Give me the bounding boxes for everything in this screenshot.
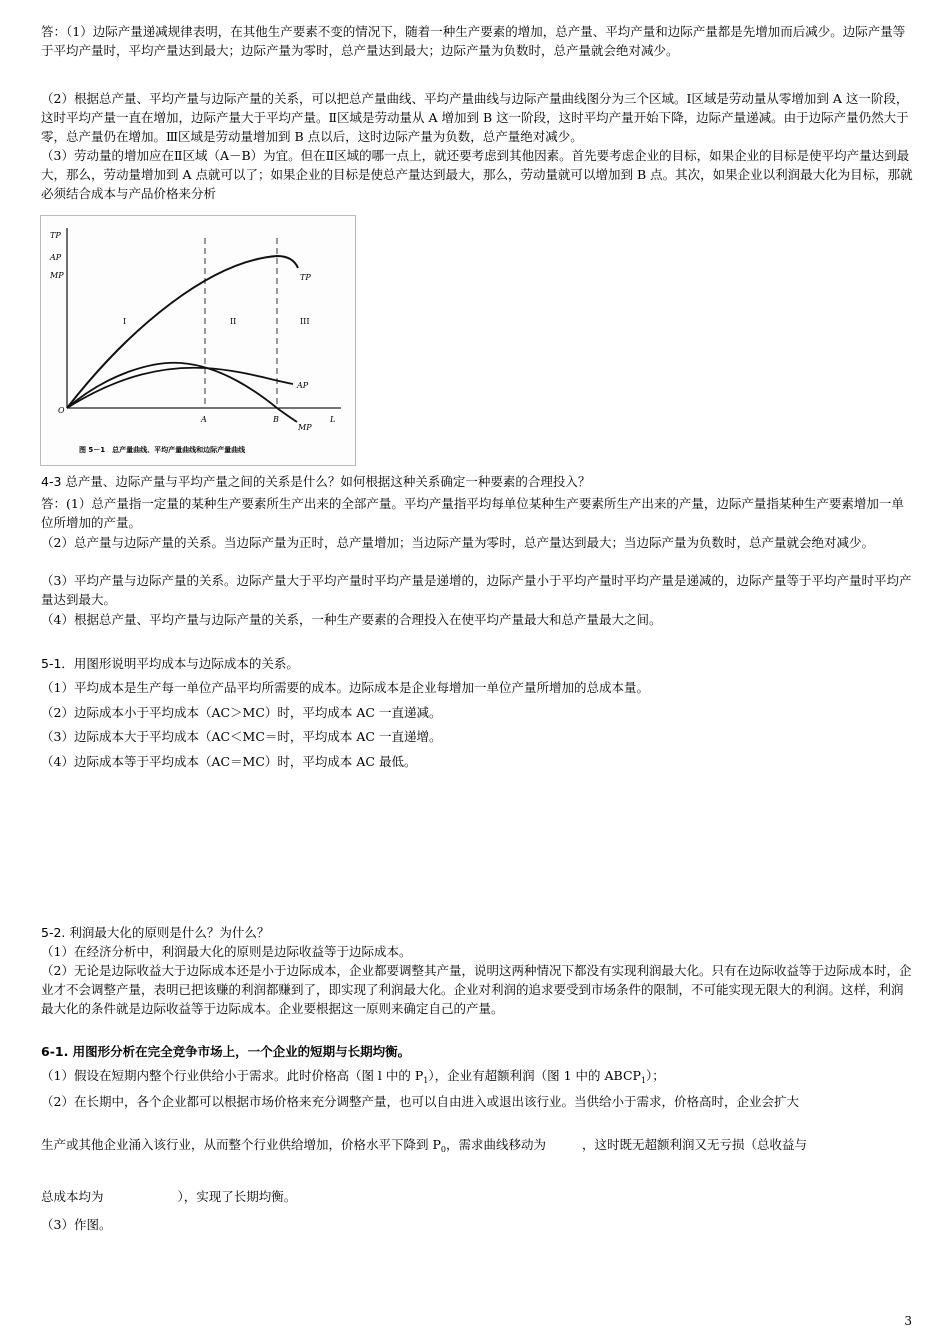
q61-p2-line2-part-b: ，需求曲线移动为 bbox=[445, 1137, 546, 1152]
q61-p1-sub-1: 1 bbox=[423, 1076, 429, 1085]
q61-p2-line2-part-a: 生产或其他企业涌入该行业，从而整个行业供给增加，价格水平下降到 P bbox=[41, 1137, 441, 1152]
q61-p2-line3-part-b: ），实现了长期均衡。 bbox=[177, 1189, 297, 1204]
question-5-1-answer-2: （2）边际成本小于平均成本（AC＞MC）时，平均成本 AC 一直递减。 bbox=[41, 705, 442, 720]
question-6-1-answer-2-line-1: （2）在长期中，各个企业都可以根据市场价格来充分调整产量，也可以自由进入或退出该行业。当供给小于需求，价格高时，企业会扩大 bbox=[41, 1094, 799, 1109]
question-6-1-title: 6-1. 用图形分析在完全竞争市场上，一个企业的短期与长期均衡。 bbox=[41, 1044, 411, 1059]
page-number: 3 bbox=[904, 1314, 912, 1328]
question-5-1-answer-1: （1）平均成本是生产每一单位产品平均所需要的成本。边际成本是企业每增加一单位产量所增加的总成本量。 bbox=[41, 680, 649, 695]
question-4-3-title: 4-3 总产量、边际产量与平均产量之间的关系是什么？如何根据这种关系确定一种要素的合理投入？ bbox=[41, 474, 591, 489]
q61-p1-part-c: ）； bbox=[646, 1068, 665, 1083]
mp-curve-label: MP bbox=[298, 423, 312, 432]
question-6-1-answer-1 bbox=[41, 1066, 665, 1090]
x-axis-label: L bbox=[330, 415, 336, 424]
question-5-1-title: 5-1．用图形说明平均成本与边际成本的关系。 bbox=[41, 656, 299, 671]
question-5-2-answer-2: （2）无论是边际收益大于边际成本还是小于边际成本，企业都要调整其产量，说明这两种情况下都没有实现利润最大化。只有在边际收益等于边际成本时，企业才不会调整产量，表明已把该赚的利润都赚到了，即实现了利润最大化。企业对利润的追求要受到市场条件的限制，不可能实现无限大的利润。这样，利润最大化的条件就是边际收益等于边际成本。企业要根据这一原则来确定自己的产量。 bbox=[41, 963, 912, 1016]
y-label-tp: TP bbox=[50, 231, 61, 240]
question-5-1-answer-3: （3）边际成本大于平均成本（AC＜MC＝时，平均成本 AC 一直递增。 bbox=[41, 729, 442, 744]
production-curves-chart bbox=[41, 216, 355, 465]
q61-p1-sub-2: 1 bbox=[640, 1076, 647, 1085]
answer-paragraph-2: （2）根据总产量、平均产量与边际产量的关系，可以把总产量曲线、平均产量曲线与边际产量曲线图分为三个区域。Ⅰ区域是劳动量从零增加到 A 这一阶段，这时平均产量一直在增加，边际产量大于平均产量。Ⅱ区域是劳动量从 A 增加到 B 这一阶段，这时平均产量开始下降，边际产量递减。由于边际产量仍然大于零，总产量仍在增加。Ⅲ区域是劳动量增加到 B 点以后，这时边际产量为负数，总产量绝对减少。 bbox=[41, 91, 909, 144]
question-5-2-answer-1: （1）在经济分析中，利润最大化的原则是边际收益等于边际成本。 bbox=[41, 944, 412, 959]
mp-curve bbox=[67, 363, 297, 422]
y-label-mp: MP bbox=[50, 271, 64, 280]
ap-curve-label: AP bbox=[297, 381, 309, 390]
question-4-3-answer-2: （2）总产量与边际产量的关系。当边际产量为正时，总产量增加；当边际产量为零时，总产量达到最大；当边际产量为负数时，总产量就会绝对减少。 bbox=[41, 535, 874, 550]
question-5-2-title: 5-2. 利润最大化的原则是什么？为什么？ bbox=[41, 925, 270, 940]
region-3-label: III bbox=[300, 317, 310, 326]
question-4-3-answer-3: （3）平均产量与边际产量的关系。边际产量大于平均产量时平均产量是递增的，边际产量小于平均产量时平均产量是递减的，边际产量等于平均产量时平均产量达到最大。 bbox=[41, 573, 912, 607]
q61-p1-part-b: ），企业有超额利润（图 1 中的 ABCP bbox=[428, 1068, 641, 1083]
question-5-1-answer-4: （4）边际成本等于平均成本（AC＝MC）时，平均成本 AC 最低。 bbox=[41, 754, 417, 769]
answer-paragraph-1: 答：（1）边际产量递减规律表明，在其他生产要素不变的情况下，随着一种生产要素的增加，总产量、平均产量和边际产量都是先增加而后减少。边际产量等于平均产量时，平均产量达到最大；边际产量为零时，总产量达到最大；边际产量为负数时，总产量就会绝对减少。 bbox=[41, 24, 906, 58]
point-a-label: A bbox=[201, 415, 207, 424]
production-curves-figure bbox=[40, 215, 356, 466]
point-b-label: B bbox=[273, 415, 279, 424]
q61-p2-line2-part-c: ，这时既无超额利润又无亏损（总收益与 bbox=[582, 1137, 808, 1152]
q61-p2-line2-sub: 0 bbox=[440, 1145, 446, 1154]
q61-p2-line3-part-a: 总成本均为 bbox=[41, 1189, 104, 1204]
tp-curve bbox=[67, 256, 298, 408]
figure-caption: 图 5－1 总产量曲线、平均产量曲线和边际产量曲线 bbox=[79, 446, 246, 454]
y-label-ap: AP bbox=[50, 253, 62, 262]
region-2-label: II bbox=[230, 317, 237, 326]
region-1-label: I bbox=[123, 317, 127, 326]
answer-paragraph-3: （3）劳动量的增加应在Ⅱ区域（A－B）为宜。但在Ⅱ区域的哪一点上，就还要考虑到其他因素。首先要考虑企业的目标，如果企业的目标是使平均产量达到最大，那么，劳动量增加到 A 点就可以了；如果企业的目标是使总产量达到最大，那么，劳动量就可以增加到 B 点。其次，如果企业以利润最大化为目标，那就必须结合成本与产品价格来分析 bbox=[41, 148, 913, 201]
tp-curve-label: TP bbox=[300, 273, 311, 282]
question-6-1-answer-2-line-2 bbox=[41, 1135, 913, 1159]
question-6-1-answer-2-line-3 bbox=[41, 1187, 296, 1206]
question-4-3-answer-4: （4）根据总产量、平均产量与边际产量的关系，一种生产要素的合理投入在使平均产量最大和总产量最大之间。 bbox=[41, 612, 662, 627]
question-4-3-answer-1: 答：(1）总产量指一定量的某种生产要素所生产出来的全部产量。平均产量指平均每单位某种生产要素所生产出来的产量，边际产量指某种生产要素增加一单位所增加的产量。 bbox=[41, 496, 904, 530]
question-6-1-answer-3: （3）作图。 bbox=[41, 1217, 112, 1232]
q61-p1-part-a: （1）假设在短期内整个行业供给小于需求。此时价格高（图 l 中的 P bbox=[41, 1068, 424, 1083]
origin-label: O bbox=[58, 406, 65, 415]
ap-curve bbox=[67, 368, 293, 408]
